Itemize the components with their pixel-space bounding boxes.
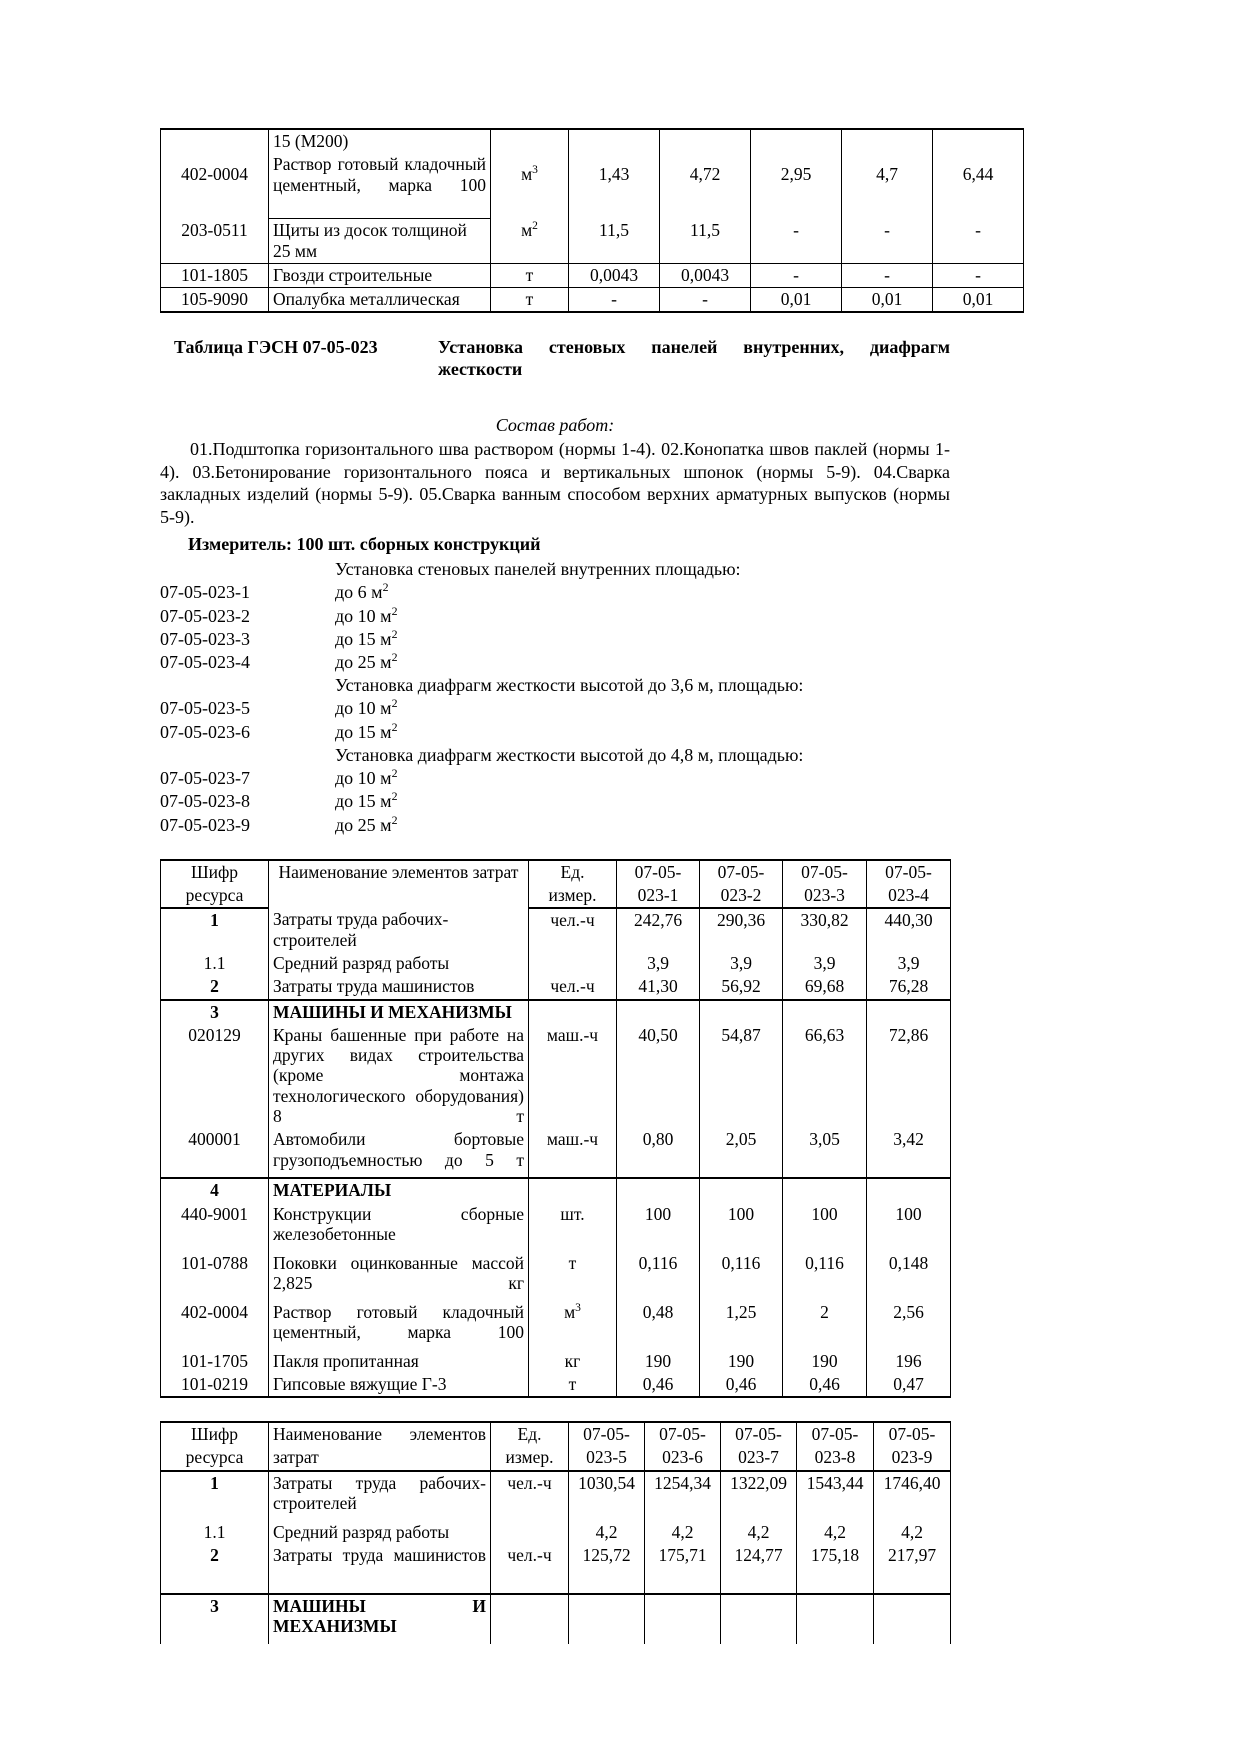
- resource-name: Раствор готовый кладочный цементный, марка 100: [269, 153, 491, 219]
- table-header-row: [161, 1422, 951, 1446]
- area-superscript: 2: [382, 580, 389, 595]
- resource-unit: чел.-ч: [491, 1471, 569, 1521]
- cell-value: 0,116: [700, 1252, 783, 1301]
- table-row: [161, 952, 951, 975]
- cell-value: [617, 1000, 700, 1024]
- cell-value: 190: [617, 1350, 700, 1373]
- norm-description-text: Установка диафрагм жесткости высотой до 3,6 м, площадью:: [335, 675, 804, 696]
- measure-unit-line: Измеритель: 100 шт. сборных конструкций: [188, 534, 541, 555]
- header-code: Шифр: [161, 860, 269, 884]
- header-norm-9: 07-05-: [874, 1422, 951, 1446]
- norm-description-text: до 10 м: [335, 605, 392, 626]
- cell-value: 69,68: [783, 975, 867, 999]
- resource-table-1: [160, 859, 951, 1398]
- header-norm-2: 07-05-: [700, 860, 783, 884]
- list-item: [160, 628, 950, 651]
- cell-value: -: [842, 219, 933, 264]
- resource-name: Конструкции сборные железобетонные: [269, 1203, 529, 1252]
- norm-description-text: до 25 м: [335, 814, 392, 835]
- list-item: [160, 814, 950, 837]
- resource-name: Гипсовые вяжущие Г-3: [269, 1373, 529, 1397]
- resource-name: Опалубка металлическая: [269, 288, 491, 313]
- cell-value: 124,77: [721, 1544, 797, 1594]
- section-code: 3: [161, 1594, 269, 1644]
- cell-value: 3,9: [700, 952, 783, 975]
- cell-value: 11,5: [569, 219, 660, 264]
- cell-value: 290,36: [700, 908, 783, 952]
- header-unit: Ед.: [529, 860, 617, 884]
- resource-table-2: [160, 1421, 951, 1644]
- resource-unit: $м^3$: [529, 1301, 617, 1350]
- norm-description: [335, 581, 950, 604]
- cell-value: 0,0043: [660, 263, 751, 287]
- norm-description-text: Установка диафрагм жесткости высотой до 4,8 м, площадью:: [335, 744, 804, 765]
- cell-value: 2,56: [867, 1301, 951, 1350]
- cell-value: 4,2: [797, 1521, 874, 1544]
- norm-code: 07-05-023-7: [160, 768, 250, 789]
- header-norm-3: 07-05-: [783, 860, 867, 884]
- cell-value: 66,63: [783, 1024, 867, 1128]
- resource-unit: т: [529, 1373, 617, 1397]
- header-unit-2: измер.: [491, 1446, 569, 1470]
- table-section-row: [161, 1594, 951, 1644]
- cell-value: -: [751, 219, 842, 264]
- resource-code: 1: [161, 908, 269, 952]
- cell-value: 4,7: [842, 129, 933, 219]
- norm-description: [335, 790, 950, 813]
- norm-code: [160, 674, 335, 697]
- resource-unit: $м^2$: [491, 219, 569, 264]
- cell-value: [867, 1178, 951, 1202]
- table-row: [161, 1350, 951, 1373]
- cell-value: 175,71: [645, 1544, 721, 1594]
- resource-code: 105-9090: [161, 288, 269, 313]
- header-norm-2-2: 023-2: [700, 884, 783, 908]
- norm-code: 07-05-023-3: [160, 628, 250, 649]
- header-norm-4: 07-05-: [867, 860, 951, 884]
- header-norm-6-2: 023-6: [645, 1446, 721, 1470]
- header-code: Шифр: [161, 1422, 269, 1446]
- section-code: 3: [161, 1000, 269, 1024]
- cell-value: 190: [700, 1350, 783, 1373]
- resource-name: Средний разряд работы: [269, 952, 529, 975]
- resource-unit: шт.: [529, 1203, 617, 1252]
- norm-description: [335, 674, 950, 697]
- table-section-row: [161, 1000, 951, 1024]
- table-caption-line1: Установка стеновых панелей внутренних, диафрагм: [438, 337, 950, 358]
- cell-value: 40,50: [617, 1024, 700, 1128]
- cell-value: [645, 1594, 721, 1644]
- norm-description-text: до 25 м: [335, 651, 392, 672]
- cell-value: 0,01: [842, 288, 933, 313]
- norm-description: [335, 651, 950, 674]
- norm-description-text: до 6 м: [335, 582, 383, 603]
- cell-value: [783, 1178, 867, 1202]
- table-row: [161, 288, 1024, 313]
- continued-resource-table: [160, 128, 1024, 313]
- cell-value: 1746,40: [874, 1471, 951, 1521]
- cell-value: 0,46: [783, 1373, 867, 1397]
- area-superscript: 2: [391, 603, 398, 618]
- area-superscript: 2: [391, 812, 398, 827]
- table-row: [161, 1521, 951, 1544]
- list-item: [160, 767, 950, 790]
- cell-value: 4,2: [645, 1521, 721, 1544]
- cell-value: 0,116: [783, 1252, 867, 1301]
- cell-value: 3,42: [867, 1128, 951, 1178]
- cell-value: 125,72: [569, 1544, 645, 1594]
- table-title-block: [160, 337, 950, 380]
- resource-unit: кг: [529, 1350, 617, 1373]
- norm-description-text: до 10 м: [335, 768, 392, 789]
- cell-value: 3,9: [867, 952, 951, 975]
- norm-code-list: [160, 558, 950, 837]
- resource-code: 1.1: [161, 952, 269, 975]
- cell-value: 100: [700, 1203, 783, 1252]
- list-item: [160, 697, 950, 720]
- cell-value: 1322,09: [721, 1471, 797, 1521]
- cell-value: 4,2: [874, 1521, 951, 1544]
- continued-table-body: [161, 129, 1024, 312]
- norm-description: [335, 697, 950, 720]
- header-unit-2: измер.: [529, 884, 617, 908]
- cell-value: 4,2: [721, 1521, 797, 1544]
- list-item: [160, 605, 950, 628]
- resource-table-1-body: [161, 860, 951, 1397]
- resource-code: 1: [161, 1471, 269, 1521]
- cell-value: 100: [867, 1203, 951, 1252]
- cell-value: [797, 1594, 874, 1644]
- resource-unit: т: [529, 1252, 617, 1301]
- norm-description: [335, 744, 950, 767]
- cell-value: 4,72: [660, 129, 751, 219]
- table-row: [161, 263, 1024, 287]
- resource-name: Затраты труда рабочих-строителей: [269, 908, 529, 952]
- resource-unit: маш.-ч: [529, 1128, 617, 1178]
- cell-value: [569, 1594, 645, 1644]
- cell-value: 196: [867, 1350, 951, 1373]
- cell-value: 2,05: [700, 1128, 783, 1178]
- norm-description-text: до 15 м: [335, 791, 392, 812]
- cell-value: -: [751, 263, 842, 287]
- resource-code: 101-1805: [161, 263, 269, 287]
- norm-description-text: Установка стеновых панелей внутренних площадью:: [335, 559, 741, 580]
- resource-name: Затраты труда машинистов: [269, 975, 529, 999]
- norm-description: [335, 628, 950, 651]
- resource-unit: маш.-ч: [529, 1024, 617, 1128]
- cell-value: 0,47: [867, 1373, 951, 1397]
- cell-value: 0,80: [617, 1128, 700, 1178]
- resource-name: Раствор готовый кладочный цементный, марка 100: [269, 1301, 529, 1350]
- resource-unit: [529, 952, 617, 975]
- cell-value: 1,43: [569, 129, 660, 219]
- unit-superscript: 3: [575, 1301, 581, 1314]
- header-norm-1: 07-05-: [617, 860, 700, 884]
- norm-code: 07-05-023-1: [160, 582, 250, 603]
- resource-unit: [491, 1594, 569, 1644]
- header-norm-7-2: 023-7: [721, 1446, 797, 1470]
- header-norm-3-2: 023-3: [783, 884, 867, 908]
- section-code: 4: [161, 1178, 269, 1202]
- resource-code: 402-0004: [161, 129, 269, 219]
- resource-name: Пакля пропитанная: [269, 1350, 529, 1373]
- norm-description: [335, 558, 950, 581]
- table-section-row: [161, 1178, 951, 1202]
- norm-code: [160, 558, 335, 581]
- header-name-2: затрат: [269, 1446, 491, 1470]
- cell-value: -: [569, 288, 660, 313]
- cell-value: 6,44: [933, 129, 1024, 219]
- resource-unit: т: [491, 263, 569, 287]
- cell-value: 440,30: [867, 908, 951, 952]
- resource-name: Краны башенные при работе на других видах строительства (кроме монтажа технологического оборудования) 8 т: [269, 1024, 529, 1128]
- cell-value: 11,5: [660, 219, 751, 264]
- list-item: [160, 581, 950, 604]
- header-norm-4-2: 023-4: [867, 884, 951, 908]
- cell-value: -: [933, 263, 1024, 287]
- cell-value: 4,2: [569, 1521, 645, 1544]
- resource-name: Затраты труда машинистов: [269, 1544, 491, 1594]
- cell-value: [874, 1594, 951, 1644]
- cell-value: 0,0043: [569, 263, 660, 287]
- cell-value: 0,01: [751, 288, 842, 313]
- cell-value: 3,9: [783, 952, 867, 975]
- cell-value: 1254,34: [645, 1471, 721, 1521]
- spacer: [160, 837, 950, 859]
- cell-value: 3,9: [617, 952, 700, 975]
- norm-description: [335, 767, 950, 790]
- header-norm-9-2: 023-9: [874, 1446, 951, 1470]
- cell-value: 0,46: [617, 1373, 700, 1397]
- resource-name: Щиты из досок толщиной 25 мм: [269, 219, 491, 264]
- list-item: [160, 558, 950, 581]
- norm-code: 07-05-023-9: [160, 814, 250, 835]
- resource-code: 2: [161, 975, 269, 999]
- norm-code: 07-05-023-6: [160, 721, 250, 742]
- cell-value: 217,97: [874, 1544, 951, 1594]
- resource-unit: т: [491, 288, 569, 313]
- cell-value: [700, 1000, 783, 1024]
- list-item: [160, 721, 950, 744]
- cell-value: 0,01: [933, 288, 1024, 313]
- table-row: [161, 219, 1024, 264]
- table-header-row: [161, 860, 951, 884]
- header-norm-5-2: 023-5: [569, 1446, 645, 1470]
- header-norm-8: 07-05-: [797, 1422, 874, 1446]
- resource-unit: [529, 1000, 617, 1024]
- spacer: [160, 1398, 950, 1421]
- resource-unit: чел.-ч: [491, 1544, 569, 1594]
- resource-name: Затраты труда рабочих-строителей: [269, 1471, 491, 1521]
- table-row: [161, 1128, 951, 1178]
- resource-name: Автомобили бортовые грузоподъемностью до 5 т: [269, 1128, 529, 1178]
- cell-value: 2,95: [751, 129, 842, 219]
- resource-unit: чел.-ч: [529, 975, 617, 999]
- resource-unit: [529, 1178, 617, 1202]
- cell-value: [867, 1000, 951, 1024]
- norm-code: 07-05-023-4: [160, 651, 250, 672]
- resource-unit: [491, 1521, 569, 1544]
- cell-value: 54,87: [700, 1024, 783, 1128]
- table-row: [161, 1024, 951, 1128]
- resource-unit: $м^3$: [491, 129, 569, 219]
- resource-name: Поковки оцинкованные массой 2,825 кг: [269, 1252, 529, 1301]
- resource-name: Средний разряд работы: [269, 1521, 491, 1544]
- unit-superscript: 3: [532, 163, 538, 176]
- cell-value: 190: [783, 1350, 867, 1373]
- resource-code: 203-0511: [161, 219, 269, 264]
- cell-value: 0,148: [867, 1252, 951, 1301]
- resource-code: 400001: [161, 1128, 269, 1178]
- cell-value: 41,30: [617, 975, 700, 999]
- list-item: [160, 674, 950, 697]
- header-unit: Ед.: [491, 1422, 569, 1446]
- cell-value: 3,05: [783, 1128, 867, 1178]
- resource-code: 101-0219: [161, 1373, 269, 1397]
- norm-description-text: до 15 м: [335, 721, 392, 742]
- area-superscript: 2: [391, 789, 398, 804]
- norm-description-text: до 15 м: [335, 628, 392, 649]
- cell-value: 330,82: [783, 908, 867, 952]
- resource-code: 020129: [161, 1024, 269, 1128]
- resource-name-continued: 15 (М200): [269, 129, 491, 153]
- header-norm-7: 07-05-: [721, 1422, 797, 1446]
- cell-value: 1543,44: [797, 1471, 874, 1521]
- table-row: [161, 908, 951, 952]
- norm-code: 07-05-023-2: [160, 605, 250, 626]
- section-title-machines: МАШИНЫ И МЕХАНИЗМЫ: [269, 1594, 491, 1644]
- resource-code: 1.1: [161, 1521, 269, 1544]
- cell-value: 242,76: [617, 908, 700, 952]
- cell-value: 0,48: [617, 1301, 700, 1350]
- cell-value: 72,86: [867, 1024, 951, 1128]
- area-superscript: 2: [391, 719, 398, 734]
- cell-value: 56,92: [700, 975, 783, 999]
- cell-value: [700, 1178, 783, 1202]
- list-item: [160, 790, 950, 813]
- table-row: [161, 1203, 951, 1252]
- cell-value: -: [842, 263, 933, 287]
- table-row: [161, 129, 1024, 153]
- unit-superscript: 2: [532, 219, 538, 232]
- list-item: [160, 744, 950, 767]
- area-superscript: 2: [391, 649, 398, 664]
- cell-value: 100: [617, 1203, 700, 1252]
- table-row: [161, 1471, 951, 1521]
- cell-value: 2: [783, 1301, 867, 1350]
- table-row: [161, 1373, 951, 1397]
- cell-value: 175,18: [797, 1544, 874, 1594]
- table-row: [161, 1544, 951, 1594]
- table-header-row-2: [161, 1446, 951, 1470]
- resource-code: 2: [161, 1544, 269, 1594]
- work-composition-heading: Состав работ:: [495, 414, 615, 435]
- table-caption: [438, 337, 950, 380]
- table-row: [161, 1301, 951, 1350]
- cell-value: 0,116: [617, 1252, 700, 1301]
- resource-table-2-body: [161, 1422, 951, 1644]
- cell-value: 1030,54: [569, 1471, 645, 1521]
- area-superscript: 2: [391, 696, 398, 711]
- norm-description: [335, 721, 950, 744]
- cell-value: [617, 1178, 700, 1202]
- header-code-2: ресурса: [161, 1446, 269, 1470]
- table-row: [161, 975, 951, 999]
- cell-value: -: [933, 219, 1024, 264]
- section-title-machines: МАШИНЫ И МЕХАНИЗМЫ: [269, 1000, 529, 1024]
- resource-code: 101-0788: [161, 1252, 269, 1301]
- page-content: [160, 128, 994, 1644]
- resource-code: 440-9001: [161, 1203, 269, 1252]
- norm-code: [160, 744, 335, 767]
- cell-value: -: [660, 288, 751, 313]
- header-norm-1-2: 023-1: [617, 884, 700, 908]
- resource-unit: чел.-ч: [529, 908, 617, 952]
- cell-value: [721, 1594, 797, 1644]
- area-superscript: 2: [391, 626, 398, 641]
- table-number: Таблица ГЭСН 07-05-023: [174, 337, 378, 358]
- norm-code: 07-05-023-5: [160, 698, 250, 719]
- norm-code: 07-05-023-8: [160, 791, 250, 812]
- table-caption-line2: жесткости: [438, 359, 523, 380]
- header-norm-5: 07-05-: [569, 1422, 645, 1446]
- section-title-materials: МАТЕРИАЛЫ: [269, 1178, 529, 1202]
- cell-value: 76,28: [867, 975, 951, 999]
- resource-code: 402-0004: [161, 1301, 269, 1350]
- area-superscript: 2: [391, 766, 398, 781]
- cell-value: 100: [783, 1203, 867, 1252]
- table-row: [161, 1252, 951, 1301]
- norm-description: [335, 605, 950, 628]
- list-item: [160, 651, 950, 674]
- header-norm-8-2: 023-8: [797, 1446, 874, 1470]
- norm-description-text: до 10 м: [335, 698, 392, 719]
- resource-code: 101-1705: [161, 1350, 269, 1373]
- norm-description: [335, 814, 950, 837]
- header-name: Наименование элементов затрат: [269, 860, 529, 909]
- cell-value: 0,46: [700, 1373, 783, 1397]
- header-code-2: ресурса: [161, 884, 269, 908]
- header-name: Наименование элементов: [269, 1422, 491, 1446]
- cell-value: 1,25: [700, 1301, 783, 1350]
- cell-value: [783, 1000, 867, 1024]
- resource-name: Гвозди строительные: [269, 263, 491, 287]
- header-norm-6: 07-05-: [645, 1422, 721, 1446]
- work-composition-text: 01.Подштопка горизонтального шва раствором (нормы 1-4). 02.Конопатка швов паклей (нормы 1-4). 03.Бетонирование горизонтального пояса и вертикальных шпонок (нормы 5-9). 04.Сварка закладных изделий (нормы 5-9). 05.Сварка ванным способом верхних арматурных выпусков (нормы 5-9).: [160, 438, 950, 528]
